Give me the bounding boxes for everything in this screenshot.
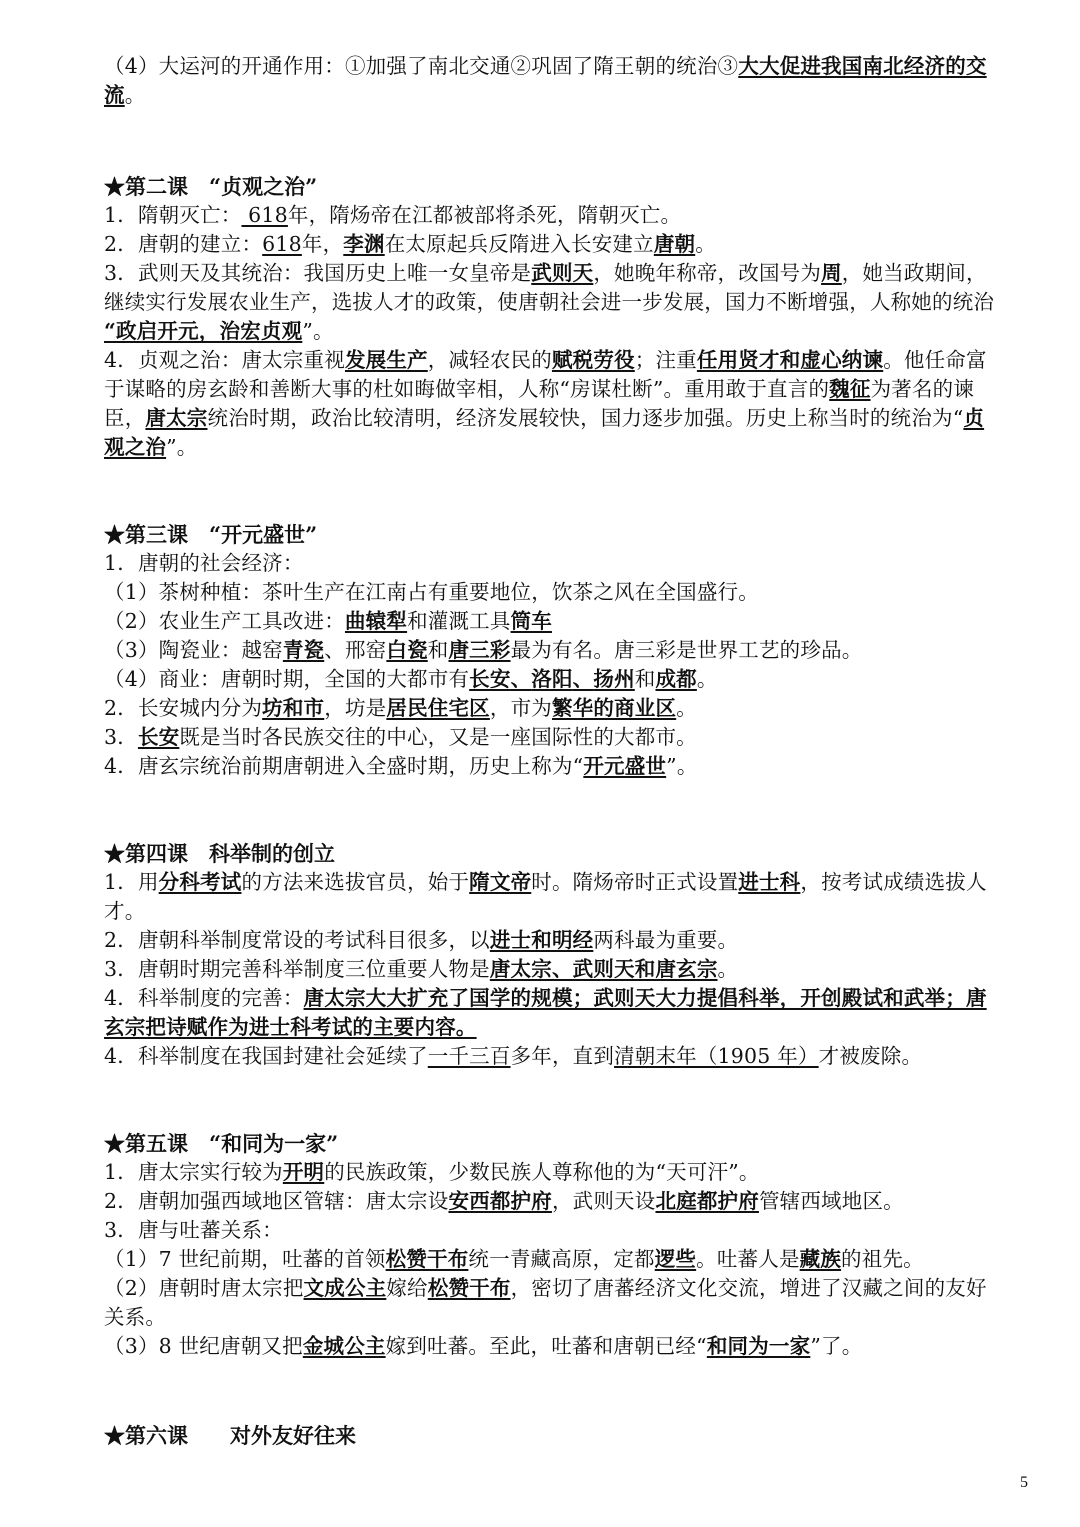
underlined-answer: 贞 xyxy=(963,406,985,430)
lesson-5-heading: ★第五课 “和同为一家” xyxy=(104,1131,339,1156)
underlined-answer: 松赞干布 xyxy=(427,1276,511,1300)
lesson-5-item-3-1: （1）7 世纪前期，吐蕃的首领松赞干布统一青藏高原，定都逻些。吐蕃人是藏族的祖先。 xyxy=(104,1247,924,1271)
lesson-3-heading: ★第三课 “开元盛世” xyxy=(104,522,318,547)
lesson-2-item-4-cont2: 臣，唐太宗统治时期，政治比较清明，经济发展较快，国力逐步加强。历史上称当时的统治为“贞 xyxy=(104,406,985,430)
underlined-answer: 李渊 xyxy=(343,232,385,256)
lesson-2-item-2: 2．唐朝的建立：618年，李渊在太原起兵反隋进入长安建立唐朝。 xyxy=(104,232,716,256)
underlined-answer: 北庭都护府 xyxy=(655,1189,759,1213)
underlined-answer: 曲辕犁 xyxy=(344,609,408,633)
underlined-answer: 长安 xyxy=(469,667,511,691)
lesson-2-item-3: 3．武则天及其统治：我国历史上唯一女皇帝是武则天，她晚年称帝，改国号为周，她当政期间， xyxy=(104,261,987,285)
lesson-4-item-1: 1．用分科考试的方法来选拔官员，始于隋文帝时。隋炀帝时正式设置进士科，按考试成绩选拔人 xyxy=(104,870,987,894)
lesson-4-item-5: 4．科举制度在我国封建社会延续了一千三百多年，直到清朝末年（1905 年）才被废除。 xyxy=(104,1044,923,1068)
underlined-answer: 藏族 xyxy=(799,1247,842,1271)
underlined-answer: 开元盛世 xyxy=(583,754,667,778)
canal-effect-line-cont xyxy=(104,81,1034,110)
document-page xyxy=(104,48,1034,1450)
underlined-answer: 筒车 xyxy=(510,609,552,633)
underlined-answer: 金城公主 xyxy=(302,1334,386,1358)
lesson-5-item-3: 3．唐与吐蕃关系： xyxy=(104,1218,283,1242)
underlined-answer: 分科考试 xyxy=(158,870,242,894)
page-number: 5 xyxy=(1020,1474,1028,1491)
underlined-answer: 进士和明经 xyxy=(489,928,594,952)
underlined-answer: 唐太宗 xyxy=(145,406,208,430)
lesson-3-item-1-4: （4）商业：唐朝时期，全国的大都市有长安、洛阳、扬州和成都。 xyxy=(104,667,718,691)
underlined-answer: 赋税劳役 xyxy=(551,348,635,372)
underlined-answer: 观之治 xyxy=(104,435,167,459)
lesson-4-item-4: 4．科举制度的完善：唐太宗大大扩充了国学的规模；武则天大力提倡科举，开创殿试和武举；唐 xyxy=(104,986,987,1010)
lesson-5-item-1: 1．唐太宗实行较为开明的民族政策，少数民族人尊称他的为“天可汗”。 xyxy=(104,1160,760,1184)
underlined-answer: 逻些 xyxy=(654,1247,697,1271)
lesson-3-item-3: 3．长安既是当时各民族交往的中心，又是一座国际性的大都市。 xyxy=(104,725,697,749)
canal-effect-line xyxy=(104,52,1034,81)
underlined-answer: 唐太宗、武则天和唐玄宗 xyxy=(489,957,718,981)
underlined-answer: 开明 xyxy=(282,1160,325,1184)
lesson-3-item-2: 2．长安城内分为坊和市，坊是居民住宅区，市为繁华的商业区。 xyxy=(104,696,697,720)
underlined-answer: 618 xyxy=(262,232,302,256)
lesson-4-item-3: 3．唐朝时期完善科举制度三位重要人物是唐太宗、武则天和唐玄宗。 xyxy=(104,957,739,981)
underlined-answer: 隋文帝 xyxy=(469,870,532,894)
underlined-answer: 政启开元，治宏贞观 xyxy=(116,319,303,343)
underlined-answer: 繁华的商业区 xyxy=(551,696,677,720)
lesson-4-item-2: 2．唐朝科举制度常设的考试科目很多，以进士和明经两科最为重要。 xyxy=(104,928,739,952)
lesson-2-item-4: 4．贞观之治：唐太宗重视发展生产，减轻农民的赋税劳役；注重任用贤才和虚心纳谏。他任命富 xyxy=(104,348,987,372)
text: （4）大运河的开通作用：①加强了南北交通②巩固了隋王朝的统治③ xyxy=(104,54,739,78)
underlined-answer: 扬州 xyxy=(593,667,635,691)
underlined-answer: 洛阳 xyxy=(531,667,573,691)
underlined-answer: 坊和市 xyxy=(262,696,325,720)
lesson-4-heading: ★第四课 科举制的创立 xyxy=(104,841,335,866)
lesson-4-item-4-cont xyxy=(104,1013,1034,1042)
underlined-answer: 松赞干布 xyxy=(385,1247,469,1271)
underlined-answer: 青瓷 xyxy=(282,638,325,662)
lesson-6-heading: ★第六课 对外友好往来 xyxy=(104,1423,356,1448)
underlined-answer: 清朝末年（1905 年） xyxy=(614,1044,819,1068)
lesson-5-item-3-2: （2）唐朝时唐太宗把文成公主嫁给松赞干布，密切了唐蕃经济文化交流，增进了汉藏之间的友好 xyxy=(104,1276,987,1300)
lesson-2-item-4-cont: 于谋略的房玄龄和善断大事的杜如晦做宰相，人称“房谋杜断”。重用敢于直言的魏征为著名的谏 xyxy=(104,377,975,401)
underlined-answer: 唐太宗大大扩充了国学的规模；武则天大力提倡科举，开创殿试和武举；唐 xyxy=(303,986,987,1010)
underlined-answer: 任用贤才和虚心纳谏 xyxy=(696,348,884,372)
lesson-5-item-3-2-cont: 关系。 xyxy=(104,1305,167,1329)
underlined-answer: 白瓷 xyxy=(386,638,428,662)
underlined-answer: 一千三百 xyxy=(427,1044,511,1068)
lesson-2-item-4-cont3: 观之治”。 xyxy=(104,435,198,459)
underlined-answer: 武则天 xyxy=(531,261,594,285)
lesson-3-item-1-1: （1）茶树种植：茶叶生产在江南占有重要地位，饮茶之风在全国盛行。 xyxy=(104,580,759,604)
lesson-3-item-1: 1．唐朝的社会经济： xyxy=(104,551,304,575)
underlined-answer: 进士科 xyxy=(738,870,801,894)
underlined-answer: 玄宗把诗赋作为进士科考试的主要内容。 xyxy=(104,1015,477,1039)
underlined-answer: 618 xyxy=(241,203,288,227)
lesson-5-item-3-3: （3）8 世纪唐朝又把金城公主嫁到吐蕃。至此，吐蕃和唐朝已经“和同为一家”了。 xyxy=(104,1334,863,1358)
underlined-answer: 和同为一家 xyxy=(706,1334,811,1358)
underlined-answer: 魏征 xyxy=(829,377,871,401)
underlined-answer: 周 xyxy=(821,261,842,285)
underlined-answer: 长安 xyxy=(137,725,180,749)
underlined-answer: 安西都护府 xyxy=(448,1189,552,1213)
lesson-4-item-1-cont: 才。 xyxy=(104,899,146,923)
lesson-5-item-2: 2．唐朝加强西域地区管辖：唐太宗设安西都护府，武则天设北庭都护府管辖西域地区。 xyxy=(104,1189,904,1213)
underlined-answer: 唐三彩 xyxy=(448,638,511,662)
lesson-2-item-3-cont2: “政启开元，治宏贞观”。 xyxy=(104,319,334,343)
underlined-answer: 唐朝 xyxy=(653,232,696,256)
lesson-2-item-3-cont: 继续实行发展农业生产，选拔人才的政策，使唐朝社会进一步发展，国力不断增强，人称她的统治 xyxy=(104,290,995,314)
lesson-3-item-1-3: （3）陶瓷业：越窑青瓷、邢窑白瓷和唐三彩最为有名。唐三彩是世界工艺的珍品。 xyxy=(104,638,863,662)
underlined-answer: 发展生产 xyxy=(344,348,428,372)
lesson-3-item-1-2: （2）农业生产工具改进：曲辕犁和灌溉工具筒车 xyxy=(104,609,552,633)
underlined-answer: 流 xyxy=(104,83,125,107)
underlined-answer: 大大促进我国南北经济的交 xyxy=(738,54,987,78)
underlined-answer: 居民住宅区 xyxy=(386,696,490,720)
text: 。 xyxy=(124,83,146,107)
lesson-3-item-4: 4．唐玄宗统治前期唐朝进入全盛时期，历史上称为“开元盛世”。 xyxy=(104,754,698,778)
underlined-answer: 成都 xyxy=(655,667,697,691)
underlined-answer: 文成公主 xyxy=(303,1276,387,1300)
lesson-2-heading: ★第二课 “贞观之治” xyxy=(104,174,318,199)
lesson-2-item-1: 1．隋朝灭亡： 618年，隋炀帝在江都被部将杀死，隋朝灭亡。 xyxy=(104,203,682,227)
